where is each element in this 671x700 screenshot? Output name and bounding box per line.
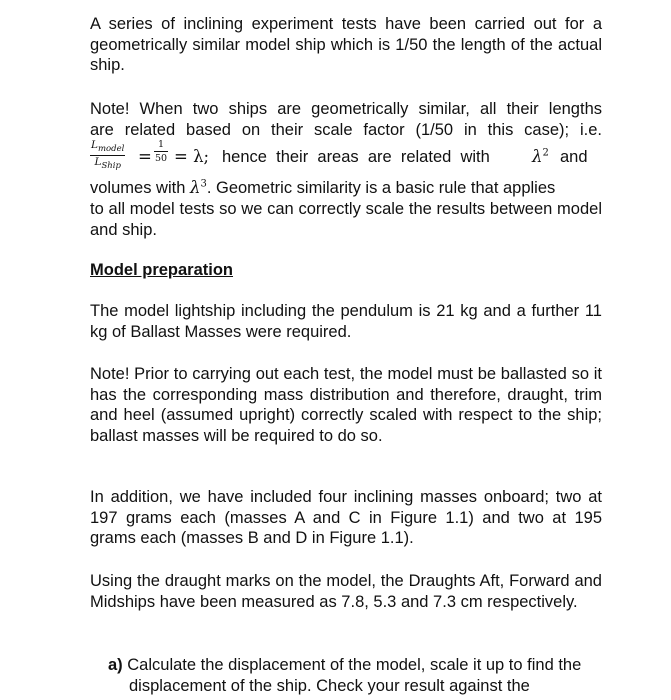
note-line-2: are related based on their scale factor (1/50 in this case); i.e. [90, 121, 602, 139]
note-line-5: to all model tests so we can correctly scale the results between model and ship. [90, 200, 602, 239]
length-ratio-fraction: $L_{model}$ $L_{Ship}$ [91, 139, 125, 172]
note-line-3: $L_{model}$ $L_{Ship}$ = $\frac{1}{50}$ = λ; hence their areas are related with $\lambda^2$ and [91, 139, 588, 172]
question-a-label: a) [108, 656, 123, 674]
ballast-note-paragraph: Note! Prior to carrying out each test, the model must be ballasted so it has the corresponding mass distribution and therefore, draught, trim and heel (assumed upright) correctly scaled with respect to the ship; ballast masses will be required to do so. [90, 365, 602, 445]
question-a [108, 655, 602, 696]
inclining-masses-paragraph: In addition, we have included four inclining masses onboard; two at 197 grams each (masses A and C in Figure 1.1) and two at 195 grams each (masses B and D in Figure 1.1). [90, 488, 602, 547]
section-heading: Model preparation [90, 261, 234, 279]
lightship-paragraph: The model lightship including the pendulum is 21 kg and a further 11 kg of Ballast Masses were required. [90, 302, 602, 341]
scale-fraction: $\frac{1}{50}$ [155, 139, 168, 164]
question-a-text: Calculate the displacement of the model, scale it up to find the displacement of the ship. Check your result against the [127, 656, 582, 695]
note-line-1: Note! When two ships are geometrically similar, all their lengths [90, 100, 602, 118]
intro-paragraph: A series of inclining experiment tests have been carried out for a geometrically similar model ship which is 1/50 the length of the actual ship. [90, 15, 602, 74]
draughts-paragraph: Using the draught marks on the model, the Draughts Aft, Forward and Midships have been measured as 7.8, 5.3 and 7.3 cm respectively. [90, 572, 602, 611]
note-line-4: volumes with $\lambda^3$. Geometric similarity is a basic rule that applies [90, 178, 556, 197]
